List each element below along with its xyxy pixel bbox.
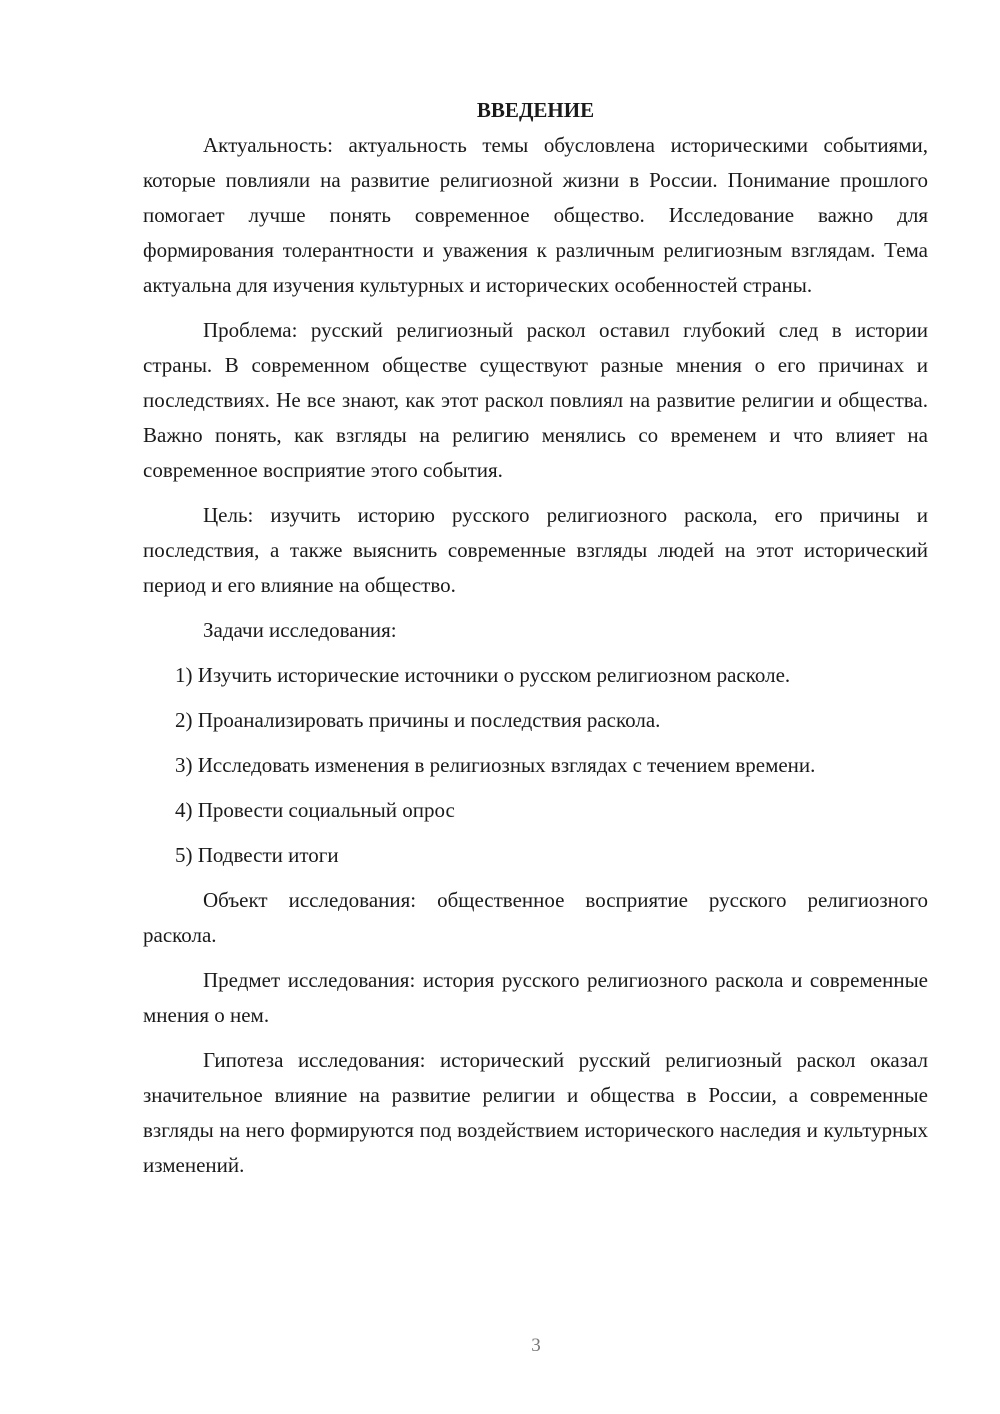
- tasks-list: [143, 658, 928, 873]
- paragraph-goal: Цель: изучить историю русского религиозного раскола, его причины и последствия, а также выяснить современные взгляды людей на этот исторический период и его влияние на общество.: [143, 503, 928, 597]
- list-item: 1) Изучить исторические источники о русском религиозном расколе.: [175, 663, 791, 687]
- paragraph-problem: Проблема: русский религиозный раскол оставил глубокий след в истории страны. В современном обществе существуют разные мнения о его причинах и последствиях. Не все знают, как этот раскол повлиял на развитие религии и общества. Важно понять, как взгляды на религию менялись со временем и что влияет на современное восприятие этого события.: [143, 318, 928, 482]
- list-item: 4) Провести социальный опрос: [175, 798, 455, 822]
- page-title: ВВЕДЕНИЕ: [476, 98, 595, 122]
- paragraph-relevance: Актуальность: актуальность темы обусловлена историческими событиями, которые повлияли на развитие религиозной жизни в России. Понимание прошлого помогает лучше понять современное общество. Исследование важно для формирования толерантности и уважения к различным религиозным взглядам. Тема актуальна для изучения культурных и исторических особенностей страны.: [143, 133, 928, 297]
- list-item: 5) Подвести итоги: [175, 843, 339, 867]
- paragraph-object: Объект исследования: общественное восприятие русского религиозного раскола.: [143, 888, 928, 947]
- page-number: 3: [531, 1335, 541, 1356]
- list-item: 2) Проанализировать причины и последствия раскола.: [175, 708, 661, 732]
- paragraph-subject: Предмет исследования: история русского религиозного раскола и современные мнения о нем.: [143, 968, 928, 1027]
- paragraph-hypothesis: Гипотеза исследования: исторический русский религиозный раскол оказал значительное влияние на развитие религии и общества в России, а современные взгляды на него формируются под воздействием исторического наследия и культурных изменений.: [143, 1048, 928, 1177]
- tasks-heading: Задачи исследования:: [203, 618, 397, 642]
- list-item: 3) Исследовать изменения в религиозных взглядах с течением времени.: [175, 753, 816, 777]
